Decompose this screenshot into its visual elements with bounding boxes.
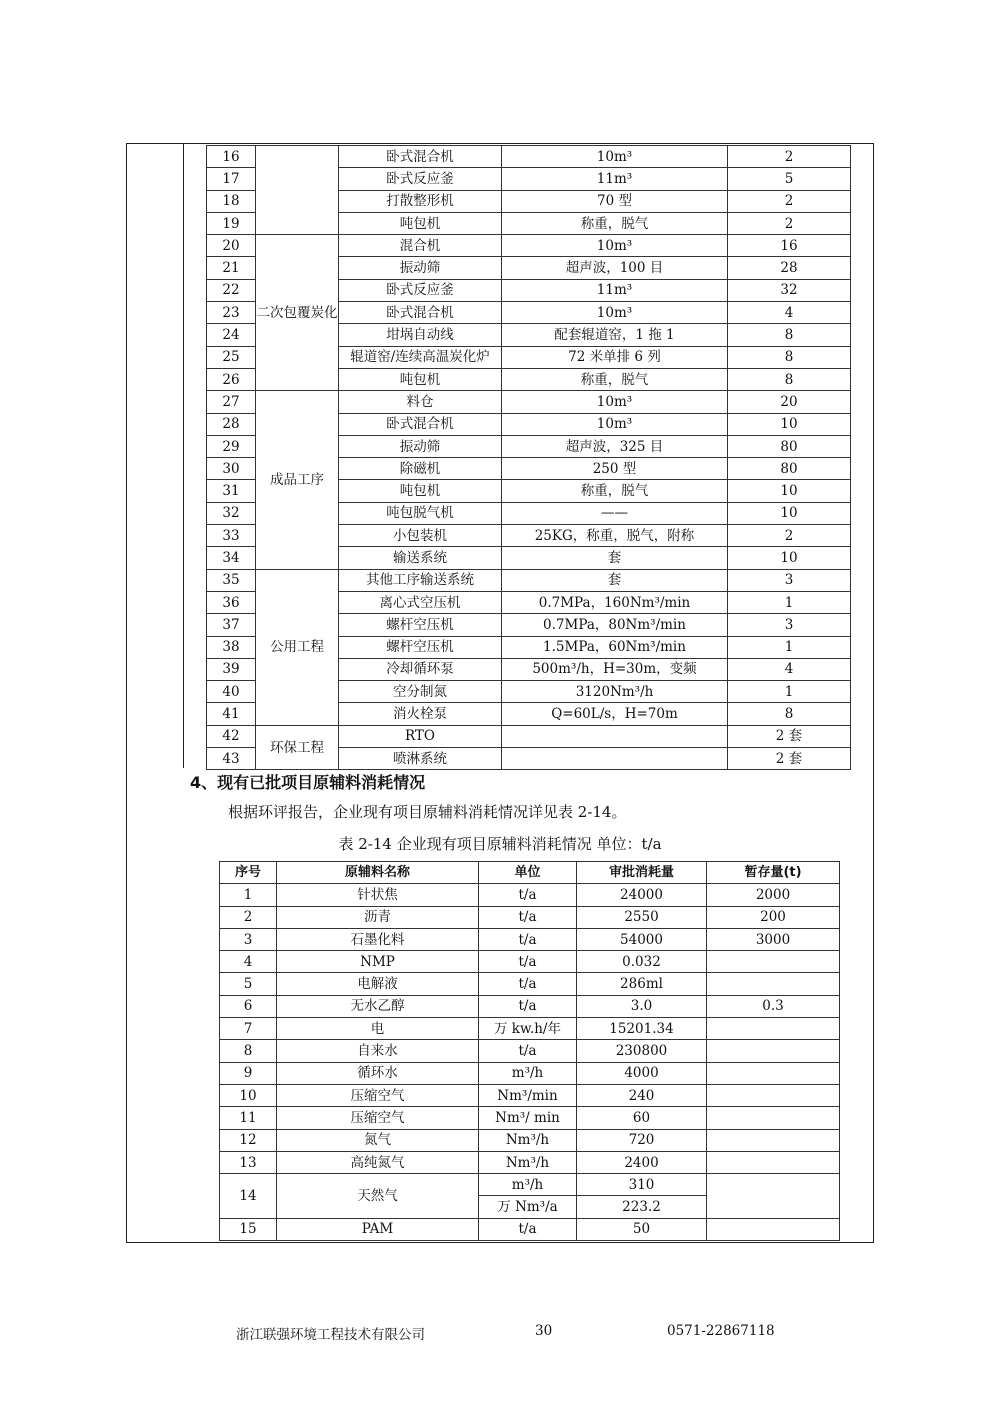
raw-unit: Nm³/h (479, 1129, 577, 1151)
raw-unit: t/a (479, 973, 577, 995)
raw-no: 1 (220, 884, 277, 906)
raw-no: 2 (220, 906, 277, 928)
raw-unit: t/a (479, 884, 577, 906)
equipment-no: 36 (207, 591, 256, 613)
header-storage: 暂存量(t) (707, 862, 840, 884)
raw-amount: 286ml (577, 973, 707, 995)
raw-unit: 万 Nm³/a (479, 1196, 577, 1218)
equipment-no: 33 (207, 525, 256, 547)
raw-no: 6 (220, 995, 277, 1017)
raw-storage: 200 (707, 906, 840, 928)
frame-inner-line (183, 143, 184, 768)
equipment-no: 40 (207, 681, 256, 703)
equipment-spec (502, 725, 728, 747)
raw-no: 8 (220, 1040, 277, 1062)
equipment-spec: 3120Nm³/h (502, 681, 728, 703)
raw-amount: 3.0 (577, 995, 707, 1017)
equipment-name: 喷淋系统 (339, 748, 502, 770)
equipment-no: 24 (207, 324, 256, 346)
raw-no: 12 (220, 1129, 277, 1151)
equipment-qty: 1 (728, 591, 851, 613)
equipment-spec: —— (502, 502, 728, 524)
raw-storage (707, 1040, 840, 1062)
equipment-spec: 超声波，100 目 (502, 257, 728, 279)
raw-amount: 2400 (577, 1151, 707, 1173)
raw-amount: 50 (577, 1218, 707, 1240)
equipment-name: 辊道窑/连续高温炭化炉 (339, 346, 502, 368)
equipment-spec: 称重，脱气 (502, 480, 728, 502)
equipment-name: 螺杆空压机 (339, 614, 502, 636)
equipment-row (207, 725, 851, 747)
raw-amount: 15201.34 (577, 1018, 707, 1040)
equipment-qty: 80 (728, 435, 851, 457)
equipment-no: 37 (207, 614, 256, 636)
raw-table-row (220, 1107, 840, 1129)
equipment-no: 22 (207, 279, 256, 301)
equipment-qty: 2 (728, 525, 851, 547)
raw-name: 天然气 (277, 1174, 479, 1219)
raw-amount: 0.032 (577, 951, 707, 973)
equipment-name: 吨包机 (339, 368, 502, 390)
equipment-qty: 3 (728, 614, 851, 636)
equipment-qty: 10 (728, 480, 851, 502)
raw-name: 针状焦 (277, 884, 479, 906)
header-name: 原辅料名称 (277, 862, 479, 884)
equipment-qty: 2 (728, 146, 851, 168)
equipment-spec: Q=60L/s，H=70m (502, 703, 728, 725)
equipment-no: 41 (207, 703, 256, 725)
equipment-name: 螺杆空压机 (339, 636, 502, 658)
raw-amount: 240 (577, 1084, 707, 1106)
raw-table-row (220, 884, 840, 906)
equipment-name: 卧式反应釜 (339, 279, 502, 301)
raw-storage (707, 1107, 840, 1129)
equipment-no: 18 (207, 190, 256, 212)
equipment-spec: 11m³ (502, 168, 728, 190)
section-heading: 4、现有已批项目原辅料消耗情况 (190, 773, 426, 792)
equipment-qty: 10 (728, 413, 851, 435)
raw-storage (707, 1129, 840, 1151)
equipment-qty: 28 (728, 257, 851, 279)
raw-amount: 2550 (577, 906, 707, 928)
raw-name: 沥青 (277, 906, 479, 928)
raw-name: 石墨化料 (277, 928, 479, 950)
equipment-no: 42 (207, 725, 256, 747)
equipment-name: 振动筛 (339, 435, 502, 457)
raw-storage (707, 1018, 840, 1040)
raw-table-row (220, 995, 840, 1017)
equipment-name: 消火栓泵 (339, 703, 502, 725)
equipment-name: 坩埚自动线 (339, 324, 502, 346)
equipment-no: 32 (207, 502, 256, 524)
raw-unit: t/a (479, 995, 577, 1017)
raw-name: PAM (277, 1218, 479, 1240)
equipment-spec: 称重，脱气 (502, 212, 728, 234)
raw-no: 3 (220, 928, 277, 950)
equipment-no: 34 (207, 547, 256, 569)
equipment-no: 23 (207, 302, 256, 324)
raw-amount: 310 (577, 1174, 707, 1196)
equipment-spec: 配套辊道窑，1 拖 1 (502, 324, 728, 346)
equipment-qty: 32 (728, 279, 851, 301)
equipment-spec: 10m³ (502, 413, 728, 435)
raw-no: 15 (220, 1218, 277, 1240)
raw-unit: t/a (479, 906, 577, 928)
equipment-qty: 5 (728, 168, 851, 190)
equipment-name: RTO (339, 725, 502, 747)
equipment-name: 小包装机 (339, 525, 502, 547)
equipment-name: 吨包机 (339, 480, 502, 502)
raw-table-row (220, 973, 840, 995)
raw-no: 11 (220, 1107, 277, 1129)
equipment-spec: 25KG，称重，脱气，附称 (502, 525, 728, 547)
equipment-group (256, 146, 339, 235)
equipment-spec: 套 (502, 569, 728, 591)
raw-storage (707, 1174, 840, 1219)
raw-table-row (220, 1040, 840, 1062)
raw-storage (707, 1084, 840, 1106)
raw-name: 压缩空气 (277, 1107, 479, 1129)
equipment-spec: 0.7MPa，160Nm³/min (502, 591, 728, 613)
raw-no: 13 (220, 1151, 277, 1173)
equipment-row (207, 391, 851, 413)
equipment-name: 卧式反应釜 (339, 168, 502, 190)
equipment-name: 输送系统 (339, 547, 502, 569)
equipment-spec: 10m³ (502, 235, 728, 257)
equipment-qty: 10 (728, 547, 851, 569)
equipment-no: 28 (207, 413, 256, 435)
equipment-qty: 8 (728, 368, 851, 390)
equipment-no: 17 (207, 168, 256, 190)
equipment-spec (502, 748, 728, 770)
raw-no: 9 (220, 1062, 277, 1084)
equipment-row (207, 569, 851, 591)
raw-table-row (220, 1218, 840, 1240)
equipment-table (206, 145, 851, 770)
raw-storage: 2000 (707, 884, 840, 906)
raw-table-row (220, 906, 840, 928)
raw-table-row (220, 1084, 840, 1106)
equipment-no: 21 (207, 257, 256, 279)
raw-table-row (220, 928, 840, 950)
equipment-no: 16 (207, 146, 256, 168)
equipment-qty: 4 (728, 658, 851, 680)
equipment-name: 空分制氮 (339, 681, 502, 703)
raw-storage (707, 1218, 840, 1240)
raw-unit: Nm³/min (479, 1084, 577, 1106)
intro-text: 根据环评报告，企业现有项目原辅料消耗情况详见表 2-14。 (228, 803, 627, 821)
raw-amount: 54000 (577, 928, 707, 950)
equipment-qty: 8 (728, 346, 851, 368)
equipment-no: 20 (207, 235, 256, 257)
raw-name: 无水乙醇 (277, 995, 479, 1017)
equipment-qty: 4 (728, 302, 851, 324)
raw-table-row (220, 951, 840, 973)
equipment-spec: 10m³ (502, 391, 728, 413)
equipment-name: 离心式空压机 (339, 591, 502, 613)
equipment-spec: 称重，脱气 (502, 368, 728, 390)
equipment-no: 19 (207, 212, 256, 234)
equipment-no: 38 (207, 636, 256, 658)
equipment-qty: 16 (728, 235, 851, 257)
equipment-no: 43 (207, 748, 256, 770)
equipment-name: 混合机 (339, 235, 502, 257)
equipment-row (207, 146, 851, 168)
equipment-name: 振动筛 (339, 257, 502, 279)
header-amount: 审批消耗量 (577, 862, 707, 884)
raw-name: 循环水 (277, 1062, 479, 1084)
equipment-qty: 8 (728, 324, 851, 346)
equipment-no: 27 (207, 391, 256, 413)
raw-no: 14 (220, 1174, 277, 1219)
equipment-qty: 2 套 (728, 725, 851, 747)
equipment-group: 公用工程 (256, 569, 339, 725)
raw-unit: Nm³/ min (479, 1107, 577, 1129)
raw-no: 4 (220, 951, 277, 973)
raw-unit: t/a (479, 928, 577, 950)
footer-page-number: 30 (535, 1323, 553, 1339)
raw-name: 电 (277, 1018, 479, 1040)
raw-unit: m³/h (479, 1174, 577, 1196)
equipment-qty: 8 (728, 703, 851, 725)
equipment-spec: 10m³ (502, 146, 728, 168)
equipment-spec: 套 (502, 547, 728, 569)
equipment-name: 冷却循环泵 (339, 658, 502, 680)
equipment-name: 除磁机 (339, 458, 502, 480)
raw-unit: t/a (479, 951, 577, 973)
equipment-qty: 2 (728, 212, 851, 234)
equipment-no: 26 (207, 368, 256, 390)
raw-storage: 0.3 (707, 995, 840, 1017)
footer-company: 浙江联强环境工程技术有限公司 (236, 1327, 425, 1343)
raw-table-row (220, 1018, 840, 1040)
equipment-spec: 0.7MPa，80Nm³/min (502, 614, 728, 636)
raw-name: 高纯氮气 (277, 1151, 479, 1173)
equipment-spec: 250 型 (502, 458, 728, 480)
equipment-spec: 72 米单排 6 列 (502, 346, 728, 368)
equipment-qty: 80 (728, 458, 851, 480)
equipment-no: 39 (207, 658, 256, 680)
raw-table-row (220, 1062, 840, 1084)
raw-name: 电解液 (277, 973, 479, 995)
header-unit: 单位 (479, 862, 577, 884)
raw-table-header-row (220, 862, 840, 884)
equipment-spec: 11m³ (502, 279, 728, 301)
raw-name: 自来水 (277, 1040, 479, 1062)
raw-unit: t/a (479, 1040, 577, 1062)
equipment-qty: 20 (728, 391, 851, 413)
equipment-name: 卧式混合机 (339, 146, 502, 168)
raw-storage (707, 951, 840, 973)
equipment-row (207, 235, 851, 257)
raw-amount: 223.2 (577, 1196, 707, 1218)
raw-unit: m³/h (479, 1062, 577, 1084)
equipment-spec: 超声波，325 目 (502, 435, 728, 457)
equipment-group: 环保工程 (256, 725, 339, 770)
equipment-group: 成品工序 (256, 391, 339, 569)
equipment-no: 30 (207, 458, 256, 480)
equipment-spec: 500m³/h，H=30m，变频 (502, 658, 728, 680)
equipment-qty: 3 (728, 569, 851, 591)
raw-amount: 60 (577, 1107, 707, 1129)
equipment-spec: 1.5MPa，60Nm³/min (502, 636, 728, 658)
equipment-no: 25 (207, 346, 256, 368)
raw-storage (707, 1062, 840, 1084)
raw-unit: Nm³/h (479, 1151, 577, 1173)
raw-amount: 230800 (577, 1040, 707, 1062)
raw-unit: t/a (479, 1218, 577, 1240)
footer-phone: 0571-22867118 (667, 1323, 775, 1339)
equipment-no: 31 (207, 480, 256, 502)
equipment-qty: 10 (728, 502, 851, 524)
raw-table-row (220, 1129, 840, 1151)
equipment-qty: 1 (728, 681, 851, 703)
raw-no: 7 (220, 1018, 277, 1040)
equipment-qty: 1 (728, 636, 851, 658)
equipment-no: 29 (207, 435, 256, 457)
equipment-qty: 2 (728, 190, 851, 212)
equipment-name: 吨包脱气机 (339, 502, 502, 524)
raw-name: 压缩空气 (277, 1084, 479, 1106)
equipment-spec: 70 型 (502, 190, 728, 212)
raw-amount: 720 (577, 1129, 707, 1151)
raw-table-row (220, 1151, 840, 1173)
raw-name: 氮气 (277, 1129, 479, 1151)
equipment-no: 35 (207, 569, 256, 591)
raw-table-row (220, 1174, 840, 1196)
equipment-name: 卧式混合机 (339, 413, 502, 435)
raw-amount: 4000 (577, 1062, 707, 1084)
table-caption: 表 2-14 企业现有项目原辅料消耗情况 单位：t/a (338, 835, 662, 853)
equipment-qty: 2 套 (728, 748, 851, 770)
equipment-group: 二次包覆炭化 (256, 235, 339, 391)
raw-no: 5 (220, 973, 277, 995)
equipment-name: 吨包机 (339, 212, 502, 234)
raw-unit: 万 kw.h/年 (479, 1018, 577, 1040)
raw-no: 10 (220, 1084, 277, 1106)
raw-storage: 3000 (707, 928, 840, 950)
raw-storage (707, 973, 840, 995)
raw-amount: 24000 (577, 884, 707, 906)
raw-material-table (219, 861, 840, 1241)
raw-storage (707, 1151, 840, 1173)
equipment-name: 卧式混合机 (339, 302, 502, 324)
equipment-name: 其他工序输送系统 (339, 569, 502, 591)
raw-name: NMP (277, 951, 479, 973)
equipment-name: 料仓 (339, 391, 502, 413)
equipment-spec: 10m³ (502, 302, 728, 324)
header-no: 序号 (220, 862, 277, 884)
equipment-name: 打散整形机 (339, 190, 502, 212)
